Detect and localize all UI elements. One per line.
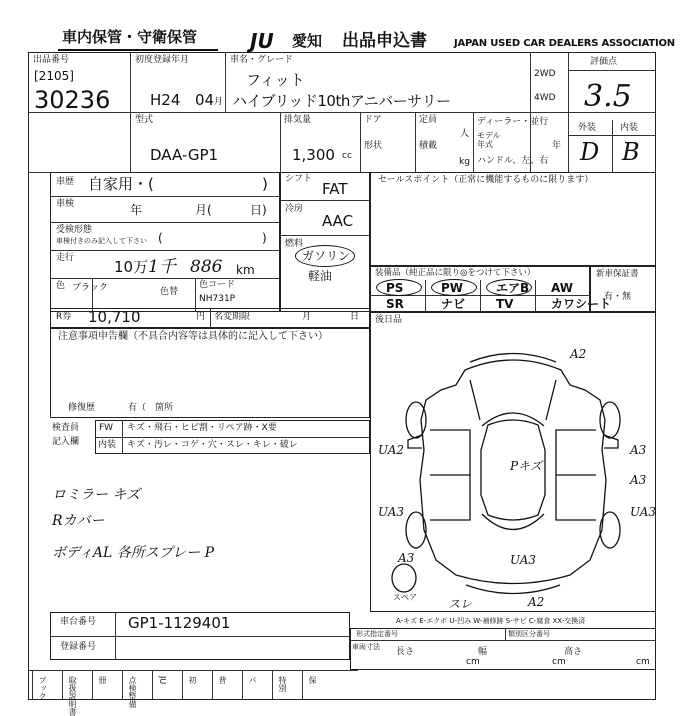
- sales-point-label: セールスポイント（正常に機能するものに限ります）: [378, 175, 594, 185]
- handwritten-note-2: Rカバー: [52, 513, 105, 529]
- title-change-label: 名変期限: [214, 312, 251, 322]
- recipient-label: 受検形態: [56, 225, 93, 235]
- mileage-unit: km: [236, 263, 255, 277]
- registration-year: H24: [150, 91, 181, 109]
- rear-label: 後日品: [375, 315, 403, 325]
- recycle-value: 10,710: [88, 308, 141, 326]
- bottom-strip-label: 取扱説明書: [68, 676, 77, 716]
- equipment-item: PS: [386, 281, 404, 295]
- handwritten-note-1: ロミラー キズ: [52, 487, 141, 503]
- repaint-label: 色替: [160, 287, 179, 297]
- vehicle-label: 車名・グレード: [230, 55, 294, 65]
- handwritten-note-3: ボディAL 各所スプレー P: [52, 545, 215, 561]
- fuel-diesel: 軽油: [308, 269, 333, 283]
- repair-value: 有（: [128, 403, 147, 413]
- logo-aichi: 愛知: [292, 32, 323, 50]
- usage-label: 車歴: [56, 177, 75, 187]
- interior-items: キズ・汚レ・コゲ・穴・スレ・キレ・破レ: [127, 440, 298, 450]
- color-code-label: 色コード: [199, 280, 236, 290]
- bottom-strip-divider: [152, 670, 153, 700]
- evaluation-score: 3.5: [584, 79, 632, 114]
- listing-lane: [2105]: [34, 69, 74, 83]
- damage-mark: UA3: [510, 553, 537, 567]
- displacement-unit: cc: [342, 151, 352, 161]
- ac-value: AAC: [322, 212, 354, 230]
- load-unit: kg: [459, 157, 470, 167]
- length-unit: cm: [466, 657, 480, 667]
- interior-grade: B: [622, 138, 640, 166]
- exterior-grade: D: [580, 138, 600, 166]
- title-change-month: 月: [302, 312, 312, 322]
- inspection-label: 車検: [56, 199, 75, 209]
- damage-mark: A3: [630, 443, 647, 457]
- damage-mark: A3: [398, 551, 415, 565]
- drive-4wd: 4WD: [534, 93, 556, 103]
- load-label: 積載: [419, 141, 438, 151]
- height-unit: cm: [636, 657, 650, 667]
- bottom-strip-label: ブック: [38, 676, 47, 700]
- repair-place: 箇所: [155, 403, 174, 413]
- dealer-label: ディーラー・並行: [477, 117, 549, 127]
- bottom-strip-divider: [62, 670, 63, 700]
- usage-value: 自家用・(: [88, 175, 154, 193]
- bottom-strip-label: 点検整備: [128, 676, 137, 708]
- interior-label: 内装: [620, 123, 639, 133]
- category-label: 類別区分番号: [508, 630, 550, 638]
- length-label: 長さ: [396, 647, 415, 657]
- ju-logo: JU: [250, 29, 274, 53]
- bottom-strip-label: JU: [158, 676, 167, 685]
- model-label: 型式: [135, 115, 154, 125]
- bottom-strip-label: パ: [248, 676, 257, 684]
- damage-mark: A2: [570, 347, 587, 361]
- damage-mark: A3: [630, 473, 647, 487]
- vehicle-name: フィット: [246, 71, 305, 89]
- registration-label: 初度登録年月: [135, 55, 190, 65]
- equipment-label: 装備品（純正品に限り◎をつけて下さい）: [375, 268, 536, 278]
- recipient-close: ): [262, 231, 267, 245]
- ac-label: 冷房: [285, 204, 304, 214]
- equipment-item: エアB: [496, 281, 530, 295]
- fw-label: FW: [99, 423, 114, 433]
- interior-check-label: 内装: [98, 440, 117, 450]
- dims-label: 車両寸法: [352, 643, 380, 651]
- entry-label: 記入欄: [52, 437, 80, 447]
- displacement-value: 1,300: [292, 146, 335, 164]
- inspection-year: 年: [130, 203, 143, 217]
- mileage-label: 走行: [56, 253, 75, 263]
- recycle-label: R券: [56, 312, 72, 322]
- bottom-strip-divider: [32, 670, 33, 700]
- notes-label: 注意事項申告欄（不具合内容等は具体的に記入して下さい）: [58, 331, 328, 342]
- bottom-strip-divider: [182, 670, 183, 700]
- model-year-label: モデル年式: [477, 131, 501, 149]
- bottom-strip-divider: [92, 670, 93, 700]
- spare-label: スペア: [393, 593, 417, 602]
- displacement-label: 排気量: [284, 115, 312, 125]
- storage-type: 車内保管・守衛保管: [62, 28, 198, 46]
- registration-month-unit: 月: [214, 97, 224, 107]
- new-warranty-label: 新車保証書: [596, 269, 639, 279]
- chassis-value: GP1-1129401: [128, 614, 231, 632]
- bottom-strip-divider: [212, 670, 213, 700]
- equipment-item: TV: [496, 297, 514, 311]
- bottom-strip-divider: [302, 670, 303, 700]
- recipient-note: 車検付きのみ記入して下さい: [56, 237, 147, 245]
- doors-label: ドア: [364, 115, 382, 125]
- evaluation-label: 評価点: [590, 57, 618, 67]
- recipient-value: (: [158, 231, 163, 245]
- vehicle-grade: ハイブリッド10thアニバーサリー: [232, 92, 451, 110]
- handle-label: ハンドル、左、右: [477, 156, 549, 166]
- color-value: ブラック: [72, 283, 108, 293]
- bottom-strip-label: 冊: [98, 676, 107, 684]
- shift-value: FAT: [322, 180, 348, 198]
- registration-month: 04: [195, 91, 215, 109]
- year-unit: 年: [552, 141, 562, 151]
- equipment-circle: [431, 279, 477, 296]
- title-change-day: 日: [350, 312, 360, 322]
- mileage-sen: 1千: [148, 257, 176, 277]
- equipment-item: カワシート: [551, 297, 612, 311]
- width-label: 幅: [478, 647, 488, 657]
- exterior-label: 外装: [578, 123, 597, 133]
- damage-mark: スレ: [448, 597, 473, 611]
- storage-underline: [58, 49, 218, 51]
- fw-items: キズ・飛石・ヒビ割・リペア跡・X要: [127, 423, 277, 433]
- new-warranty-value: 有・無: [604, 292, 632, 302]
- repair-label: 修復歴: [68, 403, 96, 413]
- usage-close: ): [262, 175, 268, 193]
- damage-mark: UA2: [378, 443, 405, 457]
- equipment-item: SR: [386, 297, 404, 311]
- listing-label: 出品番号: [33, 55, 70, 65]
- damage-mark: UA3: [378, 505, 405, 519]
- record-label: 形式指定番号: [356, 630, 398, 638]
- damage-mark: Pキズ: [510, 459, 542, 473]
- capacity-unit: 人: [460, 129, 470, 139]
- reg-label: 登録番号: [60, 642, 97, 652]
- fuel-label: 燃料: [285, 239, 304, 249]
- form-title: 出品申込書: [342, 31, 427, 51]
- mileage-man: 10万: [114, 258, 149, 276]
- drive-2wd: 2WD: [534, 69, 556, 79]
- bottom-strip-divider: [272, 670, 273, 700]
- equipment-item: ナビ: [441, 297, 466, 311]
- inspection-day: 日): [250, 203, 267, 217]
- recycle-unit: 円: [196, 312, 206, 322]
- bottom-strip-divider: [122, 670, 123, 700]
- width-unit: cm: [552, 657, 566, 667]
- bottom-strip-label: 特別: [278, 676, 287, 692]
- damage-mark: A2: [528, 595, 545, 609]
- equipment-circle: [486, 279, 532, 296]
- inspector-label: 検査員: [52, 423, 80, 433]
- sales-point-box: [370, 172, 656, 266]
- shape-label: 形状: [364, 141, 383, 151]
- bottom-strip-label: 初: [188, 676, 197, 684]
- equipment-item: AW: [551, 281, 573, 295]
- bottom-strip-divider: [242, 670, 243, 700]
- capacity-label: 定員: [419, 115, 438, 125]
- chassis-label: 車台番号: [60, 617, 97, 627]
- bottom-strip-label: 普: [218, 676, 227, 684]
- shift-label: シフト: [285, 174, 313, 184]
- fuel-gasoline: ガソリン: [302, 249, 351, 263]
- bottom-strip-label: 保: [308, 676, 317, 684]
- model-value: DAA-GP1: [150, 146, 219, 164]
- listing-number: 30236: [34, 86, 111, 114]
- equipment-item: PW: [441, 281, 464, 295]
- damage-legend: A-キズ E-エクボ U-凹み W-補修跡 S-サビ C-腐食 XX-交換済: [396, 617, 586, 625]
- damage-mark: UA3: [630, 505, 657, 519]
- color-code: NH731P: [199, 294, 236, 304]
- mileage-rest: 886: [190, 257, 223, 277]
- equipment-circle: [376, 279, 422, 296]
- association-name: JAPAN USED CAR DEALERS ASSOCIATION: [454, 38, 675, 49]
- height-label: 高さ: [564, 647, 583, 657]
- inspection-month: 月(: [195, 203, 212, 217]
- color-label: 色: [56, 281, 66, 291]
